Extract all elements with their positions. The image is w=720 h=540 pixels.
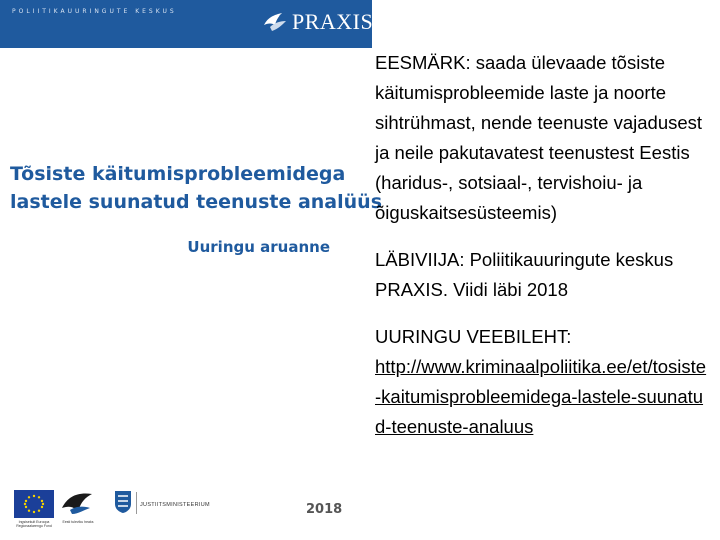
report-title-line-2: lastele suunatud teenuste analüüs (10, 191, 383, 213)
website-link[interactable]: http://www.kriminaalpoliitika.ee/et/tosiste-kaitumisprobleemidega-lastele-suunatud-teenuste-analuus (375, 356, 707, 437)
report-subtitle: Uuringu aruanne (187, 238, 330, 256)
report-title-line-1: Tõsiste käitumisprobleemidega (10, 163, 346, 185)
footer-divider (136, 492, 137, 514)
praxis-logo-text: PRAXIS (292, 9, 374, 34)
eu-caption: Ingsisekult Euroopa Regionaalarengu Fond (16, 520, 52, 528)
praxis-logo (262, 6, 373, 38)
cover-header-band (0, 0, 372, 48)
executor-paragraph: LÄBIVIIJA: Poliitikauuringute keskus PRAXIS. Viidi läbi 2018 (375, 249, 674, 300)
coat-of-arms-icon (114, 490, 132, 514)
website-label: UURINGU VEEBILEHT: (375, 326, 572, 347)
praxis-bird-icon (262, 9, 288, 35)
slide-text-column (375, 48, 710, 459)
eesti-swallow-icon (60, 488, 94, 516)
website-block (375, 322, 710, 442)
goal-paragraph: EESMÄRK: saada ülevaade tõsiste käitumisprobleemide laste ja noorte sihtrühmast, nende teenuste vajadusest ja neile pakutavatest teenustest Eestis (haridus-, sotsiaal-, tervishoiu- ja õiguskaitsesüsteemis) (375, 52, 703, 223)
fund-caption: Eesti tuleviku heaks (62, 520, 94, 524)
cover-footer (0, 480, 372, 540)
report-title (10, 160, 383, 216)
cover-tagline: POLIITIKAUURINGUTE KESKUS (12, 8, 177, 15)
report-year: 2018 (306, 502, 343, 517)
ministry-name: JUSTIITSMINISTEERIUM (140, 502, 210, 508)
eu-flag-icon (14, 490, 54, 518)
